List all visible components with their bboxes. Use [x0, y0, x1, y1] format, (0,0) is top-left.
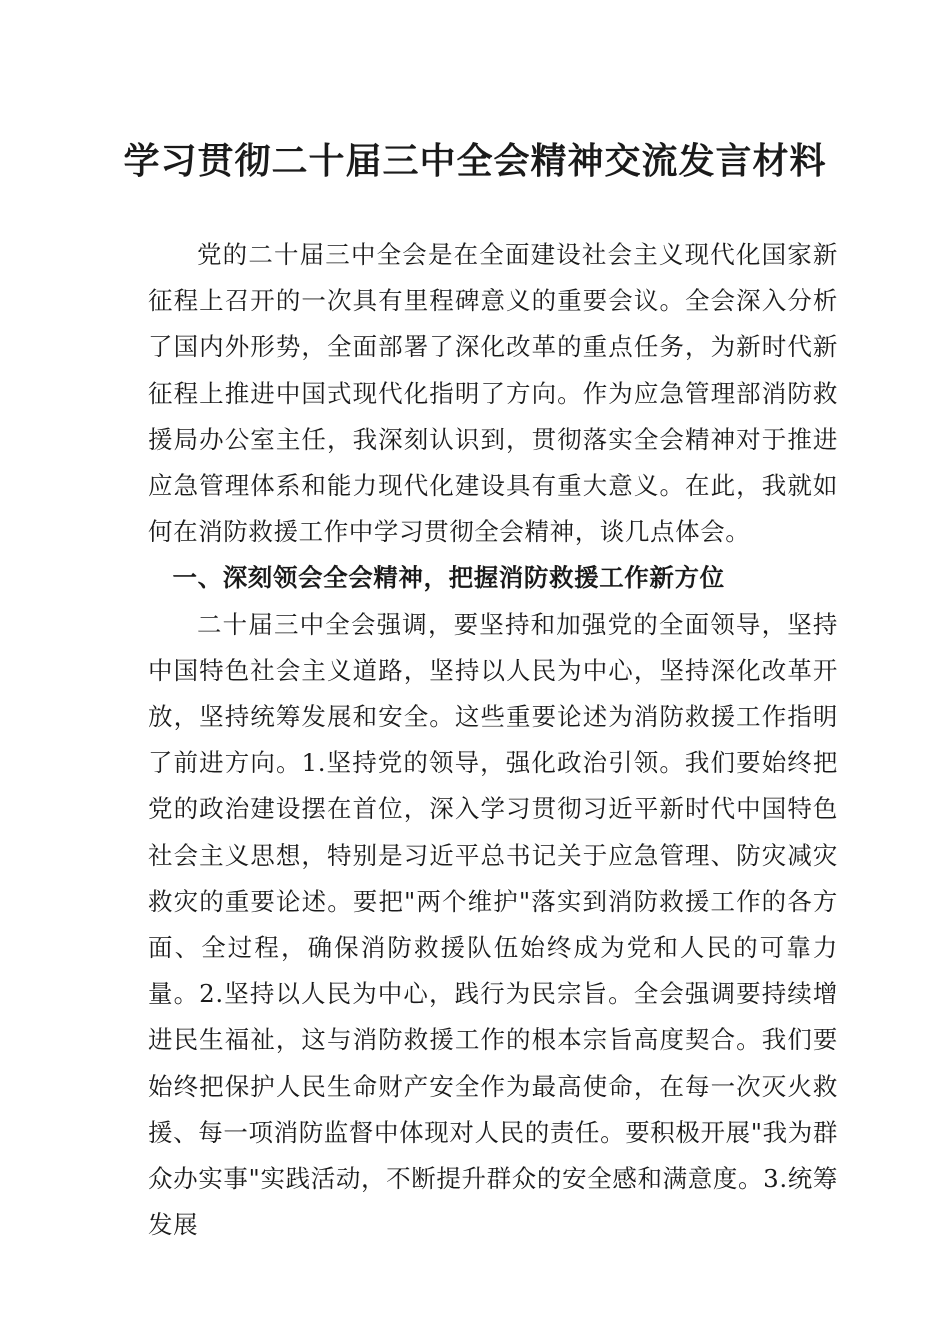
intro-paragraph: 党的二十届三中全会是在全面建设社会主义现代化国家新征程上召开的一次具有里程碑意义的重要会议。全会深入分析了国内外形势，全面部署了深化改革的重点任务，为新时代新征程上推进中国式现代化指明了方向。作为应急管理部消防救援局办公室主任，我深刻认识到，贯彻落实全会精神对于推进应急管理体系和能力现代化建设具有重大意义。在此，我就如何在消防救援工作中学习贯彻全会精神，谈几点体会。 [148, 240, 838, 547]
document-body [148, 232, 838, 1248]
section-paragraph: 二十届三中全会强调，要坚持和加强党的全面领导，坚持中国特色社会主义道路，坚持以人民为中心，坚持深化改革开放，坚持统筹发展和安全。这些重要论述为消防救援工作指明了前进方向。1.坚持党的领导，强化政治引领。我们要始终把党的政治建设摆在首位，深入学习贯彻习近平新时代中国特色社会主义思想，特别是习近平总书记关于应急管理、防灾减灾救灾的重要论述。要把"两个维护"落实到消防救援工作的各方面、全过程，确保消防救援队伍始终成为党和人民的可靠力量。2.坚持以人民为中心，践行为民宗旨。全会强调要持续增进民生福祉，这与消防救援工作的根本宗旨高度契合。我们要始终把保护人民生命财产安全作为最高使命，在每一次灭火救援、每一项消防监督中体现对人民的责任。要积极开展"我为群众办实事"实践活动，不断提升群众的安全感和满意度。3.统筹发展 [148, 609, 838, 1240]
document-title: 学习贯彻二十届三中全会精神交流发言材料 [123, 140, 827, 182]
section-heading: 一、深刻领会全会精神，把握消防救援工作新方位 [172, 563, 725, 593]
